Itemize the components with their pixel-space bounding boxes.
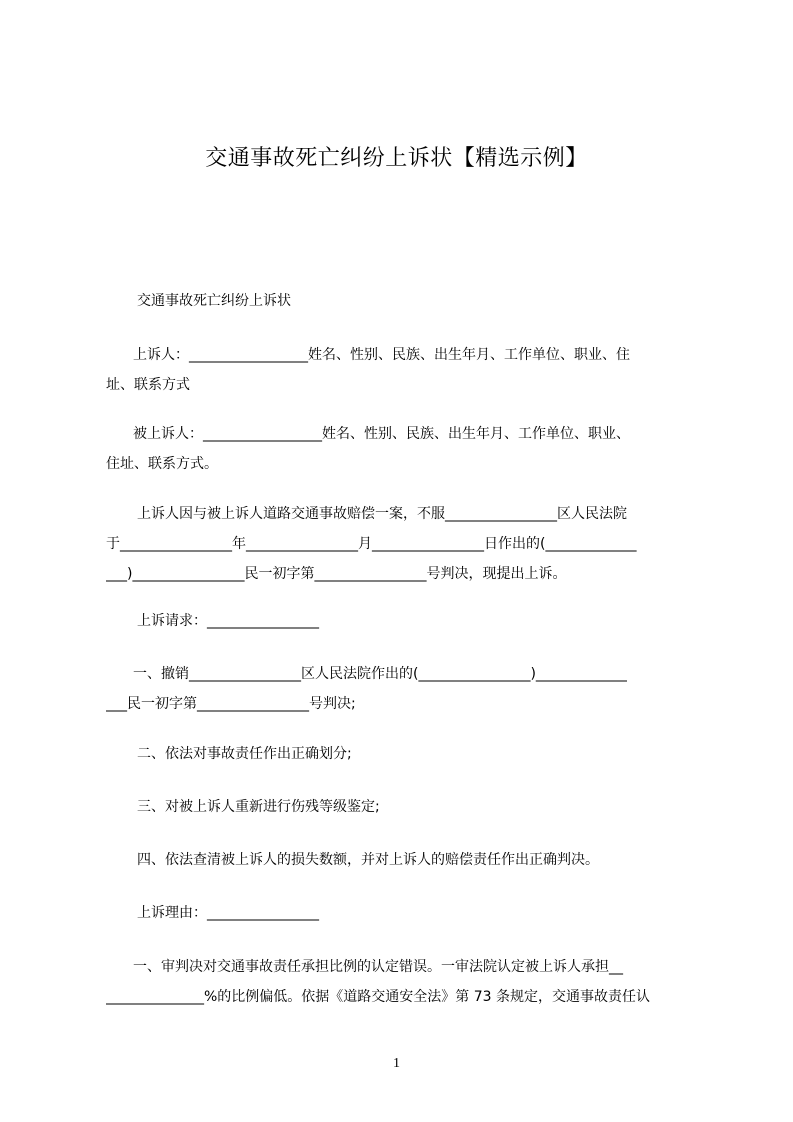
document-title: 交通事故死亡纠纷上诉状【精选示例】 (205, 146, 588, 171)
page-number: 1 (393, 1056, 400, 1071)
appeal-request-3: 三、对被上诉人重新进行伤残等级鉴定; (137, 799, 380, 815)
appellant-paragraph: 上诉人：_________________姓名、性别、民族、出生年月、工作单位、职业、住 址、联系方式 (106, 347, 630, 393)
appeal-reason-1: 一、审判决对交通事故责任承担比例的认定错误。一审法院认定被上诉人承担__ ______________%的比例偏低。依据《道路交通安全法》第 73 条规定，交通事故责任认 (106, 959, 651, 1005)
appeal-request-2: 二、依法对事故责任作出正确划分; (137, 746, 352, 762)
appellee-paragraph: 被上诉人：_________________姓名、性别、民族、出生年月、工作单位、职业、 住址、联系方式。 (106, 426, 630, 472)
appeal-request-1: 一、撤销________________区人民法院作出的(________________)_____________ ___民一初字第________________号判决; (106, 666, 627, 712)
intro-paragraph: 上诉人因与被上诉人道路交通事故赔偿一案，不服________________区人民法院 于________________年________________月________________日作出的(_____________ ___)________________民一初字第________________号判决，现提出上诉。 (106, 506, 637, 582)
appeal-request-4: 四、依法查清被上诉人的损失数额，并对上诉人的赔偿责任作出正确判决。 (137, 852, 599, 868)
document-subtitle: 交通事故死亡纠纷上诉状 (137, 293, 291, 309)
appeal-reasons-label: 上诉理由：________________ (137, 905, 319, 921)
appeal-request-label: 上诉请求：________________ (137, 613, 319, 629)
